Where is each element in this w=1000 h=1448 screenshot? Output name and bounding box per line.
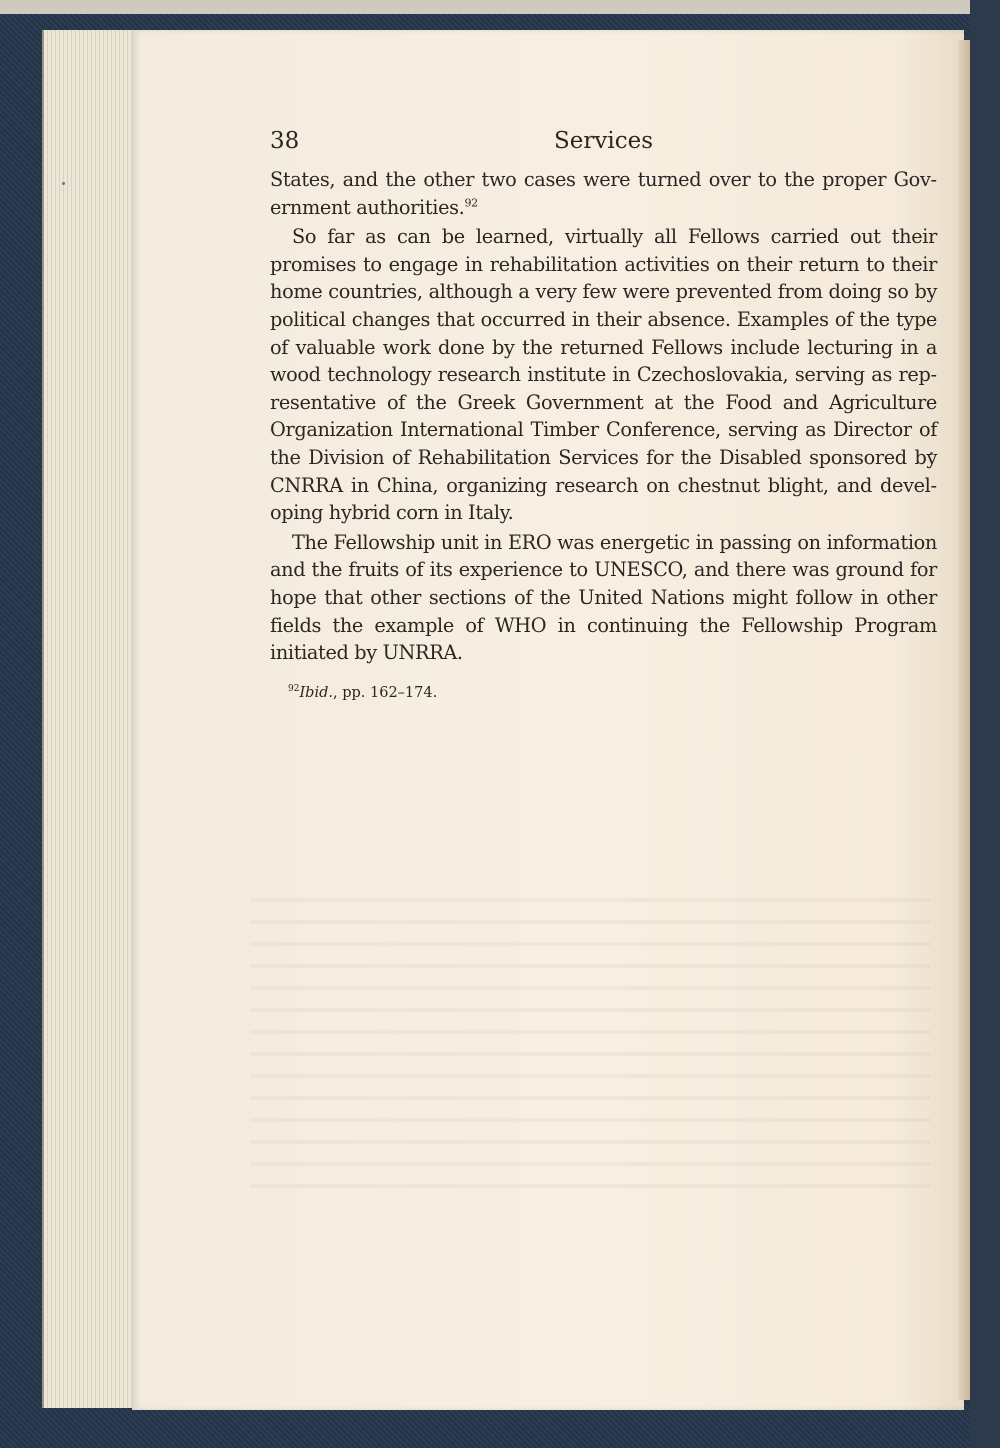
page-fore-edge xyxy=(958,40,970,1400)
footnote-number: 92 xyxy=(288,683,300,694)
spine-mark xyxy=(62,182,65,185)
paragraph-fellowship-unit: The Fellowship unit in ERO was energetic in passing on information and the fruits of its experience to UNESCO, and there was ground for hope that other sections of the United Nations might follow in other fields the example of WHO in continuing the Fellowship Program initiated by UNRRA. xyxy=(270,530,937,665)
footnote xyxy=(270,679,937,703)
page-content xyxy=(270,126,937,703)
page-header xyxy=(270,126,937,166)
footnote-source: Ibid. xyxy=(299,684,333,701)
paragraph-continuation xyxy=(270,166,937,221)
running-title: Services xyxy=(553,128,653,154)
page-edges xyxy=(42,30,136,1408)
page-number: 38 xyxy=(270,128,300,154)
paragraph-text: States, and the other two cases were turned over to the proper Government authorities. xyxy=(270,168,937,219)
paragraph-fellows-work: So far as can be learned, virtually all Fellows carried out their promises to engage in rehabilitation activities on their return to their home countries, although a very few were prevented from doing so by political changes that occurred in their absence. Examples of the type of valuable work done by the returned Fellows include lecturing in a wood technology research institute in Czechoslovakia, serving as representative of the Greek Government at the Food and Agriculture Organization International Timber Conference, serving as Director of the Division of Rehabilitation Services for the Disabled sponsored by CNRRA in China, organizing research on chestnut blight, and developing hybrid corn in Italy. xyxy=(270,225,937,525)
scan-dark-border xyxy=(970,0,1000,1448)
footnote-reference: 92 xyxy=(464,196,478,210)
show-through-text xyxy=(250,880,930,1200)
scan-background xyxy=(0,0,1000,14)
footnote-pages: , pp. 162–174. xyxy=(333,684,438,701)
